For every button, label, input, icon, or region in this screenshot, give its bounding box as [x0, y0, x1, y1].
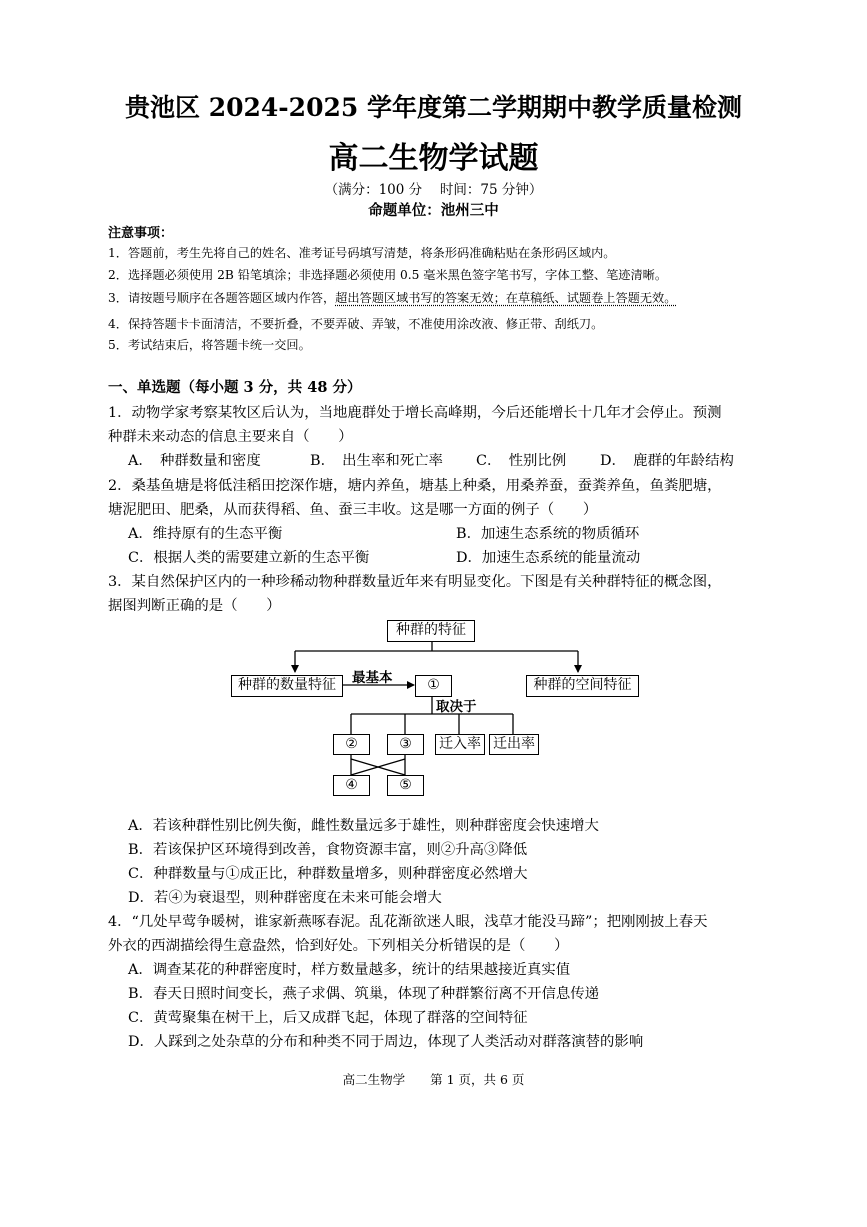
q1-stem-line2: 种群未来动态的信息主要来自（ ）	[108, 429, 353, 445]
notice-item-2: 2．选择题必须使用 2B 铅笔填涂；非选择题必须使用 0.5 毫米黑色签字笔书写，字体工整、笔迹清晰。	[108, 268, 668, 282]
q2-stem-line2: 塘泥肥田、肥桑，从而获得稻、鱼、蚕三丰收。这是哪一方面的例子（ ）	[108, 502, 598, 518]
q1-option-a: A． 种群数量和密度	[128, 453, 261, 469]
diagram-node-5: ⑤	[387, 775, 424, 796]
diagram-node-2: ②	[333, 734, 370, 755]
q2-option-c: C．根据人类的需要建立新的生态平衡	[128, 550, 370, 566]
diagram-node-3: ③	[387, 734, 424, 755]
q4-stem-line2: 外衣的西湖描绘得生意盎然，恰到好处。下列相关分析错误的是（ ）	[108, 938, 569, 954]
q3-option-b: B．若该保护区环境得到改善，食物资源丰富，则②升高③降低	[128, 842, 528, 858]
q3-stem-line2: 据图判断正确的是（ ）	[108, 598, 281, 614]
q1-option-c: C． 性别比例	[476, 453, 567, 469]
subject-title: 高二生物学试题	[328, 141, 539, 176]
q3-option-d: D．若④为衰退型，则种群密度在未来可能会增大	[128, 890, 442, 906]
diagram-node-quantity-traits: 种群的数量特征	[231, 675, 343, 697]
diagram-node-spatial-traits: 种群的空间特征	[526, 675, 639, 697]
diagram-node-population-traits: 种群的特征	[387, 620, 475, 642]
q3-option-a: A．若该种群性别比例失衡，雌性数量远多于雄性，则种群密度会快速增大	[128, 818, 599, 834]
q1-stem-line1: 1．动物学家考察某牧区后认为，当地鹿群处于增长高峰期，今后还能增长十几年才会停止。预测	[108, 405, 722, 421]
diagram-label-basic: 最基本	[352, 670, 393, 686]
notice-item-5: 5．考试结束后，将答题卡统一交回。	[108, 338, 311, 352]
q3-stem-line1: 3．某自然保护区内的一种珍稀动物种群数量近年来有明显变化。下图是有关种群特征的概念图，	[108, 574, 722, 590]
notice-heading: 注意事项：	[108, 226, 174, 241]
diagram-node-1: ①	[415, 675, 452, 697]
diagram-label-depends: 取决于	[436, 699, 477, 715]
notice-item-4: 4．保持答题卡卡面清洁，不要折叠，不要弄破、弄皱，不准使用涂改液、修正带、刮纸刀。	[108, 317, 604, 331]
notice-item-3-start: 3．请按题号顺序在各题答题区域内作答，	[108, 291, 336, 305]
score-time: （满分：100 分 时间：75 分钟）	[324, 182, 543, 198]
q4-stem-line1: 4．“几处早莺争暖树，谁家新燕啄春泥。乱花渐欲迷人眼，浅草才能没马蹄”；把刚刚披上春天	[108, 914, 708, 930]
q2-option-d: D．加速生态系统的能量流动	[456, 550, 641, 566]
q1-option-d: D． 鹿群的年龄结构	[600, 453, 734, 469]
q4-option-b: B．春天日照时间变长，燕子求偶、筑巢，体现了种群繁衍离不开信息传递	[128, 986, 600, 1002]
q4-option-a: A．调查某花的种群密度时，样方数量越多，统计的结果越接近真实值	[128, 962, 571, 978]
q1-option-b: B． 出生率和死亡率	[310, 453, 443, 469]
notice-item-1: 1．答题前，考生先将自己的姓名、准考证号码填写清楚，将条形码准确粘贴在条形码区域内。	[108, 246, 616, 260]
q2-stem-line1: 2．桑基鱼塘是将低洼稻田挖深作塘，塘内养鱼，塘基上种桑，用桑养蚕，蚕粪养鱼，鱼粪肥塘，	[108, 478, 722, 494]
notice-item-3-emphasis: 超出答题区域书写的答案无效；在草稿纸、试题卷上答题无效。	[335, 291, 677, 305]
exam-title: 贵池区 2024-2025 学年度第二学期期中教学质量检测	[125, 93, 742, 122]
q2-option-a: A．维持原有的生态平衡	[128, 526, 283, 542]
diagram-node-4: ④	[333, 775, 370, 796]
q4-option-d: D．人踩到之处杂草的分布和种类不同于周边，体现了人类活动对群落演替的影响	[128, 1034, 644, 1050]
section-heading: 一、单选题（每小题 3 分，共 48 分）	[108, 379, 362, 396]
page-footer: 高二生物学 第 1 页，共 6 页	[342, 1072, 525, 1087]
diagram-node-immigration: 迁入率	[435, 734, 485, 755]
setter-unit: 命题单位：池州三中	[368, 203, 499, 219]
q2-option-b: B．加速生态系统的物质循环	[456, 526, 640, 542]
q3-option-c: C．种群数量与①成正比，种群数量增多，则种群密度必然增大	[128, 866, 528, 882]
diagram-node-emigration: 迁出率	[489, 734, 539, 755]
q4-option-c: C．黄莺聚集在树干上，后又成群飞起，体现了群落的空间特征	[128, 1010, 528, 1026]
